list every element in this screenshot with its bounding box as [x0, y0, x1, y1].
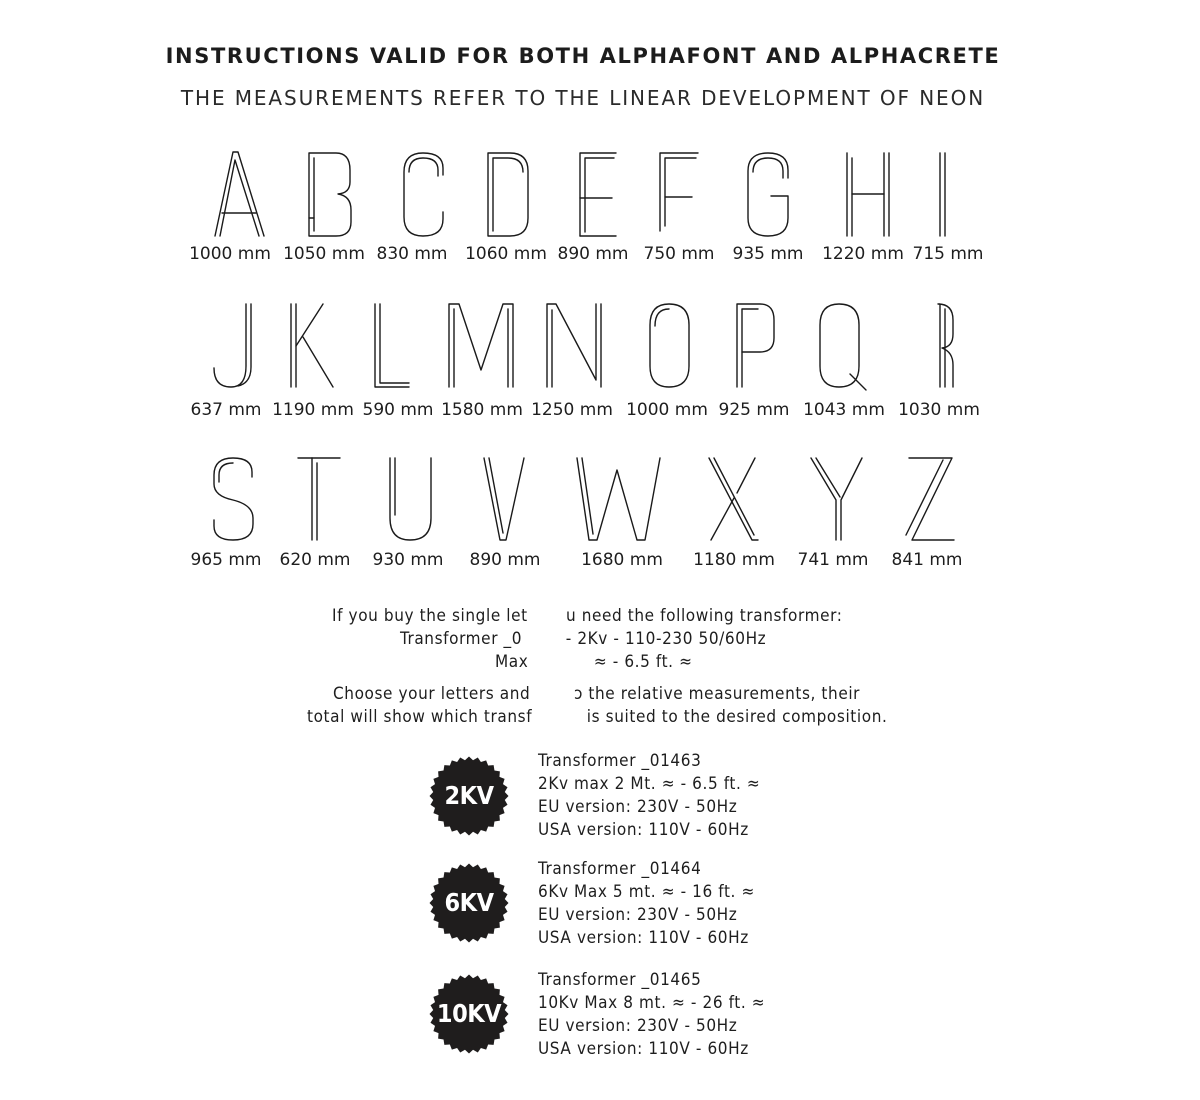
measurement-z: 841 mm — [891, 550, 963, 570]
measurement-h: 1220 mm — [822, 244, 904, 264]
measurement-d: 1060 mm — [465, 244, 547, 264]
letter-i-glyph — [940, 153, 945, 236]
badge-6kv — [429, 863, 509, 943]
measurement-q: 1043 mm — [803, 400, 885, 420]
transformer-spec: 10Kv Max 8 mt. ≈ - 26 ft. ≈ — [538, 993, 766, 1013]
transformer-usa-version: USA version: 110V - 60Hz — [538, 928, 749, 948]
measurement-w: 1680 mm — [581, 550, 663, 570]
single-letter-info-line-2: Transformer _0 - 2Kv - 110-230 50/60Hz — [400, 629, 767, 649]
letter-p-glyph — [737, 304, 774, 387]
letter-z-glyph — [906, 458, 954, 540]
badge-label: 6KV — [444, 888, 494, 917]
letter-h-glyph — [847, 153, 889, 236]
single-letter-info-line-4: Choose your letters and ɔ the relative measurements, their — [333, 684, 861, 704]
transformer-name: Transformer _01465 — [538, 970, 702, 990]
transformer-eu-version: EU version: 230V - 50Hz — [538, 905, 738, 925]
page-title: INSTRUCTIONS VALID FOR BOTH ALPHAFONT AND ALPHACRETE — [165, 44, 1001, 68]
measurement-f: 750 mm — [643, 244, 715, 264]
transformer-spec: 2Kv max 2 Mt. ≈ - 6.5 ft. ≈ — [538, 774, 761, 794]
transformer-eu-version: EU version: 230V - 50Hz — [538, 797, 738, 817]
measurement-k: 1190 mm — [272, 400, 354, 420]
letter-s-glyph — [214, 458, 253, 540]
letter-m-glyph — [449, 304, 513, 387]
measurement-j: 637 mm — [190, 400, 262, 420]
measurement-e: 890 mm — [557, 244, 629, 264]
measurement-s: 965 mm — [190, 550, 262, 570]
letter-c-glyph — [404, 153, 443, 236]
letter-b-glyph — [309, 153, 351, 236]
badge-label: 2KV — [444, 781, 494, 810]
letter-f-glyph — [660, 153, 698, 231]
measurement-y: 741 mm — [797, 550, 869, 570]
letter-d-glyph — [488, 153, 528, 236]
transformer-usa-version: USA version: 110V - 60Hz — [538, 1039, 749, 1059]
letter-u-glyph — [390, 458, 431, 540]
measurement-x: 1180 mm — [693, 550, 775, 570]
letter-y-glyph — [811, 458, 862, 540]
measurement-u: 930 mm — [372, 550, 444, 570]
measurement-r: 1030 mm — [898, 400, 980, 420]
letter-t-glyph — [298, 458, 340, 540]
page-subtitle: THE MEASUREMENTS REFER TO THE LINEAR DEVELOPMENT OF NEON — [180, 86, 986, 110]
letter-q-glyph — [820, 304, 866, 390]
transformer-eu-version: EU version: 230V - 50Hz — [538, 1016, 738, 1036]
transformer-usa-version: USA version: 110V - 60Hz — [538, 820, 749, 840]
letter-o-glyph — [650, 304, 689, 387]
measurement-g: 935 mm — [732, 244, 804, 264]
letter-e-glyph — [580, 153, 616, 236]
measurement-b: 1050 mm — [283, 244, 365, 264]
single-letter-info-line-1: If you buy the single let u need the following transformer: — [332, 606, 843, 626]
letter-x-glyph — [709, 458, 758, 540]
letter-w-glyph — [577, 458, 660, 540]
letter-g-glyph — [748, 153, 788, 236]
letter-j-glyph — [214, 304, 251, 387]
letter-r-glyph — [938, 304, 953, 387]
badge-10kv — [429, 974, 509, 1054]
transformer-name: Transformer _01463 — [538, 751, 702, 771]
measurement-t: 620 mm — [279, 550, 351, 570]
measurement-v: 890 mm — [469, 550, 541, 570]
transformer-name: Transformer _01464 — [538, 859, 702, 879]
badge-2kv — [429, 756, 509, 836]
letter-n-glyph — [547, 304, 601, 387]
letter-l-glyph — [375, 304, 409, 387]
letter-k-glyph — [291, 304, 333, 387]
transformer-info-10kv — [538, 969, 765, 1061]
badge-label: 10KV — [436, 999, 502, 1028]
transformer-spec: 6Kv Max 5 mt. ≈ - 16 ft. ≈ — [538, 882, 755, 902]
measurement-n: 1250 mm — [531, 400, 613, 420]
measurement-l: 590 mm — [362, 400, 434, 420]
measurement-a: 1000 mm — [189, 244, 271, 264]
measurement-c: 830 mm — [376, 244, 448, 264]
measurement-p: 925 mm — [718, 400, 790, 420]
measurement-m: 1580 mm — [441, 400, 523, 420]
single-letter-info-line-5: total will show which transf is suited to the desired composition. — [307, 707, 888, 727]
measurement-i: 715 mm — [912, 244, 984, 264]
measurement-o: 1000 mm — [626, 400, 708, 420]
transformer-info-2kv — [538, 750, 760, 842]
single-letter-info-line-3: Max ≈ - 6.5 ft. ≈ — [495, 652, 693, 672]
letter-v-glyph — [484, 458, 524, 540]
letter-a-glyph — [215, 152, 264, 236]
transformer-info-6kv — [538, 858, 755, 950]
